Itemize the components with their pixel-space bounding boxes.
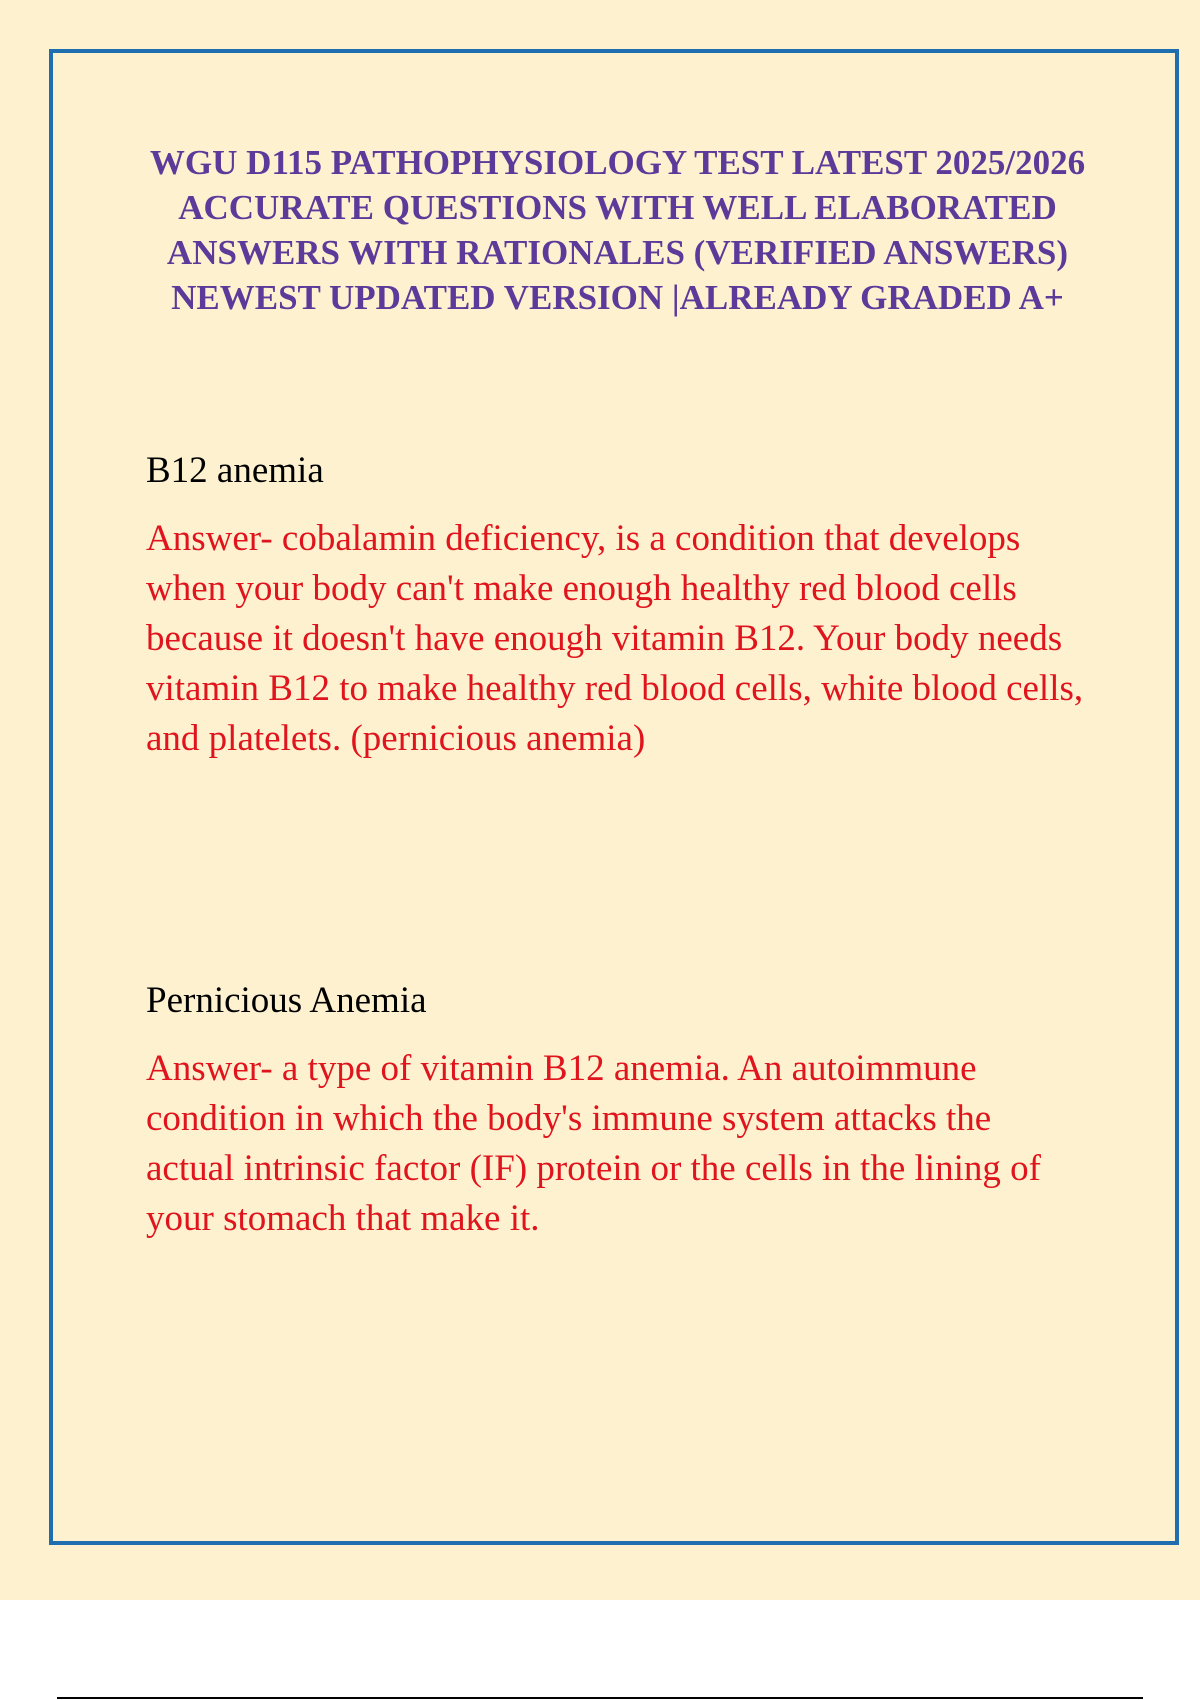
document-title: WGU D115 PATHOPHYSIOLOGY TEST LATEST 2025/2026 ACCURATE QUESTIONS WITH WELL ELABORATED ANSWERS WITH RATIONALES (VERIFIED ANSWERS) NEWEST UPDATED VERSION |ALREADY GRADED A+	[149, 143, 1086, 317]
answer-pernicious-anemia: Answer- a type of vitamin B12 anemia. An autoimmune condition in which the body's immune system attacks the actual intrinsic factor (IF) protein or the cells in the lining of your stomach that make it.	[146, 1048, 1041, 1239]
answer-b12-anemia: Answer- cobalamin deficiency, is a condition that develops when your body can't make enough healthy red blood cells because it doesn't have enough vitamin B12. Your body needs vitamin B12 to make healthy red blood cells, white blood cells, and platelets. (pernicious anemia)	[146, 518, 1084, 759]
question-pernicious-anemia: Pernicious Anemia	[146, 980, 427, 1021]
footer-divider	[57, 1697, 1143, 1699]
question-b12-anemia: B12 anemia	[146, 450, 324, 491]
